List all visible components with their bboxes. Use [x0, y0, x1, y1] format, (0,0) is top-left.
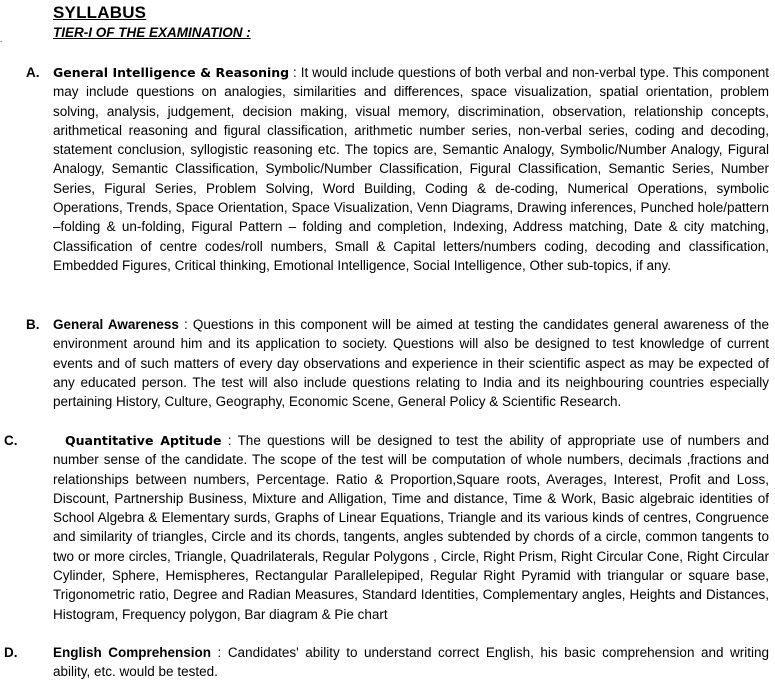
section-b-paragraph — [53, 315, 769, 411]
section-d-paragraph — [53, 643, 769, 682]
section-c-body: The questions will be designed to test the ability of appropriate use of numbers and number sense of the candidate. The scope of the test will be computation of whole numbers, decimals ,fractions and relationships between numbers, Percentage. Ratio & Proportion,Square roots, Averages, Interest, Profit and Loss, Discount, Partnership Business, Mixture and Alligation, Time and distance, Time & Work, Basic algebraic identities of School Algebra & Elementary surds, Graphs of Linear Equations, Triangle and its various kinds of centres, Congruence and similarity of triangles, Circle and its chords, tangents, angles subtended by chords of a circle, common tangents to two or more circles, Triangle, Quadrilaterals, Regular Polygons , Circle, Right Prism, Right Circular Cone, Right Circular Cylinder, Sphere, Hemispheres, Rectangular Parallelepiped, Regular Right Pyramid with triangular or square base, Trigonometric ratio, Degree and Radian Measures, Standard Identities, Complementary angles, Heights and Distances, Histogram, Frequency polygon, Bar diagram & Pie chart — [53, 433, 770, 622]
section-b-marker: B. — [26, 317, 40, 332]
section-c-marker: C. — [4, 433, 18, 448]
section-c-paragraph — [53, 431, 769, 624]
section-d-separator: : — [211, 645, 228, 660]
section-c-title: Quantitative Aptitude — [65, 433, 222, 448]
section-a-marker: A. — [26, 65, 40, 80]
section-d-title: English Comprehension — [53, 645, 212, 660]
section-a-title: General Intelligence & Reasoning — [53, 65, 290, 80]
section-a-separator: : — [289, 65, 301, 80]
section-b-body: Questions in this component will be aimed at testing the candidates general awareness of the environment around him and its application to society. Questions will also be designed to test knowledge of current events and of such matters of every day observations and experience in their scientific aspect as may be expected of any educated person. The test will also include questions relating to India and its neighbouring countries especially pertaining History, Culture, Geography, Economic Scene, General Policy & Scientific Research. — [53, 317, 769, 410]
section-a-paragraph — [53, 63, 769, 275]
tier-subtitle: TIER-I OF THE EXAMINATION : — [53, 25, 251, 40]
section-b-title: General Awareness — [53, 317, 179, 332]
section-d-marker: D. — [4, 645, 18, 660]
section-a-body: It would include questions of both verbal and non-verbal type. This component may include questions on analogies, similarities and differences, space visualization, spatial orientation, problem solving, analysis, judgement, decision making, visual memory, discrimination, observation, relationship concepts, arithmetical reasoning and figural classification, arithmetic number series, non-verbal series, coding and decoding, statement conclusion, syllogistic reasoning etc. The topics are, Semantic Analogy, Symbolic/Number Analogy, Figural Analogy, Semantic Classification, Symbolic/Number Classification, Figural Classification, Semantic Series, Number Series, Figural Series, Problem Solving, Word Building, Coding & de-coding, Numerical Operations, symbolic Operations, Trends, Space Orientation, Space Visualization, Venn Diagrams, Drawing inferences, Punched hole/pattern –folding & un-folding, Figural Pattern – folding and completion, Indexing, Address matching, Date & city matching, Classification of centre codes/roll numbers, Small & Capital letters/numbers coding, decoding and classification, Embedded Figures, Critical thinking, Emotional Intelligence, Social Intelligence, Other sub-topics, if any. — [53, 65, 769, 273]
section-d-body: Candidates' ability to understand correct English, his basic comprehension and writing ability, etc. would be tested. — [53, 645, 770, 680]
section-c-separator: : — [221, 433, 238, 448]
section-b-separator: : — [178, 317, 193, 332]
margin-mark: . — [0, 35, 3, 44]
page-title: SYLLABUS — [53, 3, 147, 22]
